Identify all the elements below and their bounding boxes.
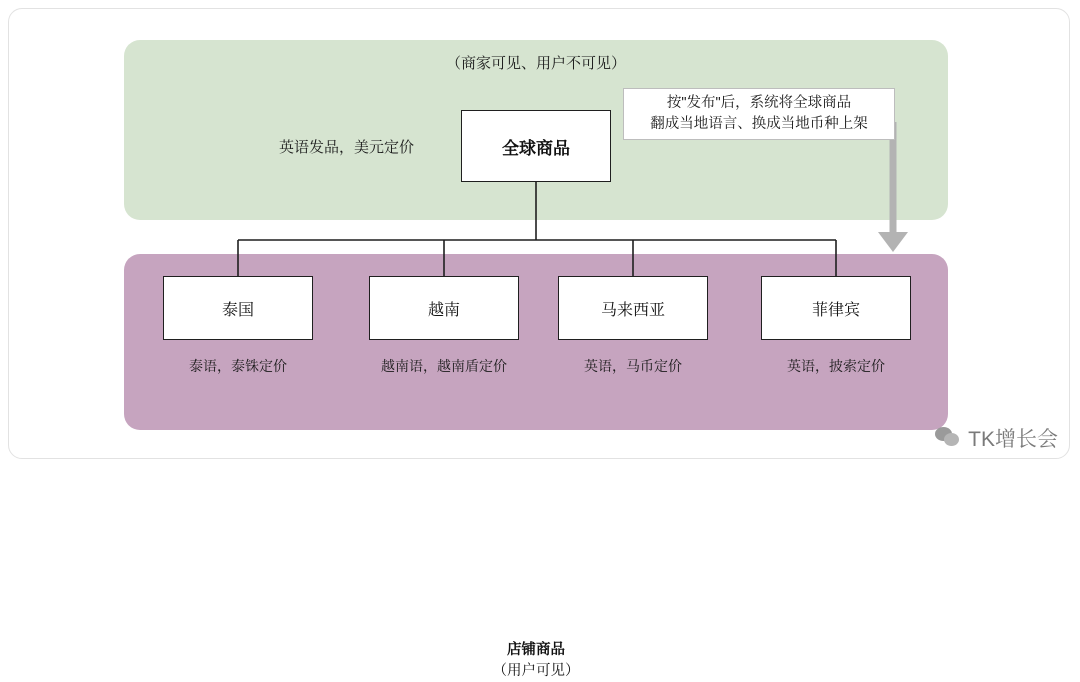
watermark [935, 423, 1058, 453]
global-product-node: 全球商品 [461, 110, 611, 182]
shop-caption-vietnam: 越南语，越南盾定价 [381, 358, 507, 374]
publish-callout-line2: 翻成当地语言、换成当地币种上架 [650, 116, 868, 133]
shop-caption-philippines: 英语，披索定价 [787, 358, 885, 374]
shop-node-malaysia: 马来西亚 [558, 276, 708, 340]
shop-node-thailand: 泰国 [163, 276, 313, 340]
wechat-icon [935, 427, 961, 449]
shop-node-philippines: 菲律宾 [761, 276, 911, 340]
watermark-text: TK增长会 [968, 428, 1058, 451]
shop-band-footer-title: 店铺商品 [507, 642, 565, 658]
shop-node-vietnam: 越南 [369, 276, 519, 340]
global-left-label: 英语发品，美元定价 [279, 139, 415, 156]
shop-band-footer-sub: （用户可见） [492, 663, 580, 680]
shop-caption-thailand: 泰语，泰铢定价 [189, 358, 287, 374]
publish-callout [623, 88, 895, 140]
publish-callout-line1: 按"发布"后，系统将全球商品 [666, 95, 852, 111]
shop-caption-malaysia: 英语，马币定价 [584, 358, 682, 374]
global-band-note: （商家可见、用户不可见） [445, 55, 626, 72]
shop-band-footer [124, 640, 948, 682]
